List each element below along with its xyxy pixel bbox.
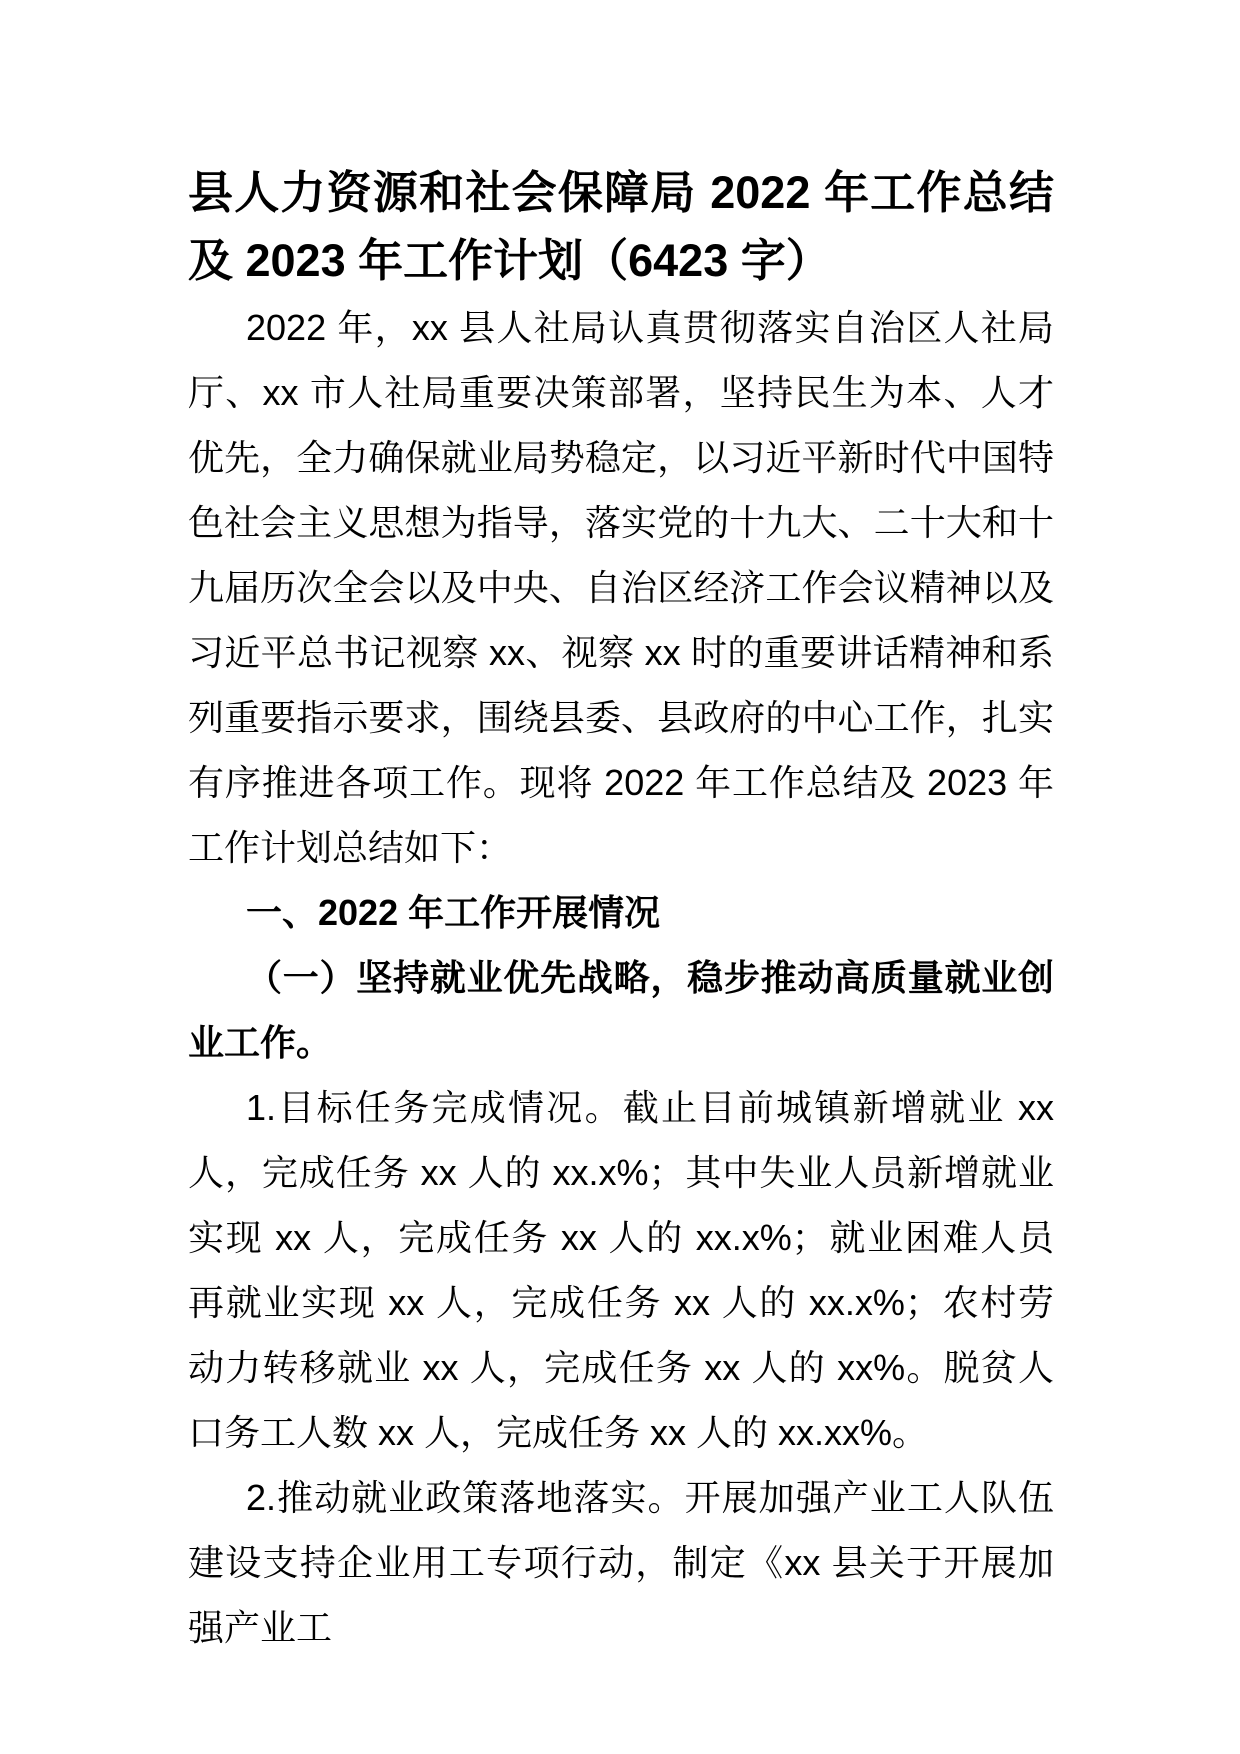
- paragraph-2: 一、2022 年工作开展情况: [246, 892, 661, 933]
- paragraph-4: 1.目标任务完成情况。截止目前城镇新增就业 xx 人，完成任务 xx 人的 xx.x%；其中失业人员新增就业实现 xx 人，完成任务 xx 人的 xx.x%；就业困难人员再就业实现 xx 人，完成任务 xx 人的 xx.x%；农村劳动力转移就业 xx 人，完成任务 xx 人的 xx%。脱贫人口务工人数 xx 人，完成任务 xx 人的 xx.xx%。: [188, 1087, 1054, 1453]
- document-title: 县人力资源和社会保障局 2022 年工作总结及 2023 年工作计划（6423 字）: [188, 167, 1054, 286]
- document-content: [188, 159, 1054, 1660]
- paragraph-3: （一）坚持就业优先战略，稳步推动高质量就业创业工作。: [188, 957, 1054, 1063]
- paragraph-list: [188, 295, 1054, 1660]
- paragraph-1: 2022 年，xx 县人社局认真贯彻落实自治区人社局厅、xx 市人社局重要决策部署，坚持民生为本、人才优先，全力确保就业局势稳定，以习近平新时代中国特色社会主义思想为指导，落实党的十九大、二十大和十九届历次全会以及中央、自治区经济工作会议精神以及习近平总书记视察 xx、视察 xx 时的重要讲话精神和系列重要指示要求，围绕县委、县政府的中心工作，扎实有序推进各项工作。现将 2022 年工作总结及 2023 年工作计划总结如下：: [188, 307, 1054, 868]
- paragraph-5: 2.推动就业政策落地落实。开展加强产业工人队伍建设支持企业用工专项行动，制定《xx 县关于开展加强产业工: [188, 1477, 1054, 1648]
